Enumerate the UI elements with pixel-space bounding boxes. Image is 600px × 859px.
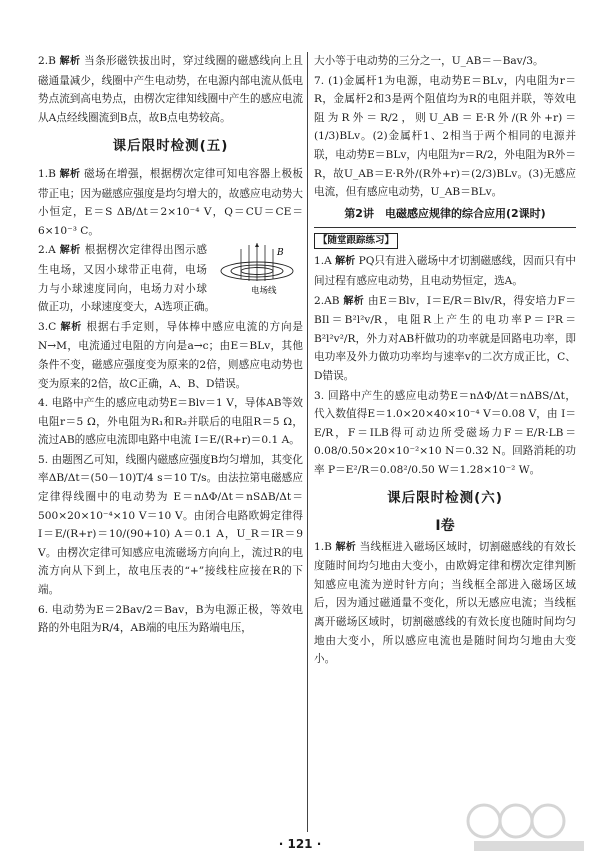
answer-text: 磁场在增强，根据楞次定律可知电容器上极板带正电；因为磁感应强度是均匀增大的，故感应电动势大小恒定，E＝S ΔB/Δt＝2×10⁻⁴ V，Q＝CU＝CE＝6×10⁻³ C。 [38, 167, 304, 237]
answer-number: 4. [38, 397, 49, 410]
answer-text: 电路中产生的感应电动势E＝Blv＝1 V，导体AB等效电阻r＝5 Ω，外电阻为R₁和R₂并联后的电阻R＝5 Ω，流过AB的感应电流即电路中电流 I＝E/(R+r)＝0.1 A。 [38, 397, 303, 447]
analysis-tag: 解析 [59, 245, 81, 257]
figure-label-b: B [277, 248, 284, 259]
analysis-tag: 解析 [60, 321, 83, 333]
answer-1 [38, 165, 303, 240]
answer-text: 回路中产生的感应电动势E＝nΔΦ/Δt＝nΔBS/Δt，代入数值得E＝1.0×20×40×10⁻⁴ V＝0.08 V，由 I＝E/R，F＝ILB得可动边所受磁场力F＝E/R·LB＝0.08/0.50×20×10⁻²×10 N＝0.32 N。回路消耗的功率 P＝E²/R＝0.08²/0.50 W＝1.28×10⁻² W。 [314, 389, 576, 476]
column-divider [307, 52, 308, 832]
practice-answer-2 [314, 292, 576, 386]
answer-number: 1.B [314, 540, 332, 553]
answer-number: 2.B [38, 55, 56, 67]
analysis-tag: 解析 [59, 168, 81, 180]
practice-answer-3 [314, 387, 576, 480]
answer-text: 电动势为E＝2Bav/2＝Bav，B为电源正极，等效电路的外电阻为R/4，AB端的电压为路端电压， [38, 603, 303, 635]
figure-caption: 电场线 [251, 286, 277, 297]
answer-number: 7. [314, 74, 325, 87]
answer-6-continued: 大小等于电动势的三分之一，U_AB＝－Bav/3。 [314, 55, 544, 67]
volume-title: Ⅰ卷 [435, 518, 455, 535]
analysis-tag: 解析 [59, 56, 81, 67]
answer-7 [314, 72, 576, 202]
section-title: 课后限时检测(六) [387, 490, 503, 507]
answer-number: 6. [38, 603, 49, 616]
answer-text: 由E＝Blv，I＝E/R＝Blv/R，得安培力F＝BIl＝B²l²v/R，电阻R上产生的电功率P＝I²R＝B²l²v²/R，外力对AB杆做功的功率就是回路电功率，即电功率及外力做功功率均与速率v的二次方成正比，C、D错误。 [314, 294, 576, 382]
answer-number: 2.AB [314, 294, 340, 307]
answer-number: 5. [38, 453, 49, 466]
analysis-tag: 解析 [335, 256, 356, 268]
field-line-figure [211, 241, 303, 297]
practice-box-label: 【随堂跟踪练习】 [314, 233, 398, 249]
page-number: · 121 · [278, 837, 322, 851]
answer-text: 由题图乙可知，线圈内磁感应强度B均匀增加，其变化率ΔB/Δt＝(50－10)T/4 s＝10 T/s。由法拉第电磁感应定律得线圈中的电动势为 E＝nΔΦ/Δt＝nSΔB/Δt＝500×20×10⁻⁴×10 V＝10 V。由闭合电路欧姆定律得 I＝E/(R+r)＝10/(90+10) A＝0.1 A，U_R＝IR＝9 V。由楞次定律可知感应电流磁场方向向上，流过R的电流方向从下到上，故电压表的“+”接线柱应接在R的下端。 [38, 453, 303, 597]
answer-text: PQ只有进入磁场中才切割磁感线，因而只有中间过程有感应电动势，且电动势恒定，选A。 [314, 255, 577, 287]
answer-number: 3. [314, 389, 325, 402]
lecture-title: 第2讲 电磁感应规律的综合应用(2课时) [344, 206, 546, 220]
answer-text: 当线框进入磁场区域时，切割磁感线的有效长度随时间均匀地由大变小，由欧姆定律和楞次定律判断知感应电流为逆时针方向；当线框全部进入磁场区域后，因为通过磁通量不变化，所以无感应电流；当线框离开磁场区域时，切割磁感线的有效长度也随时间均匀地由大变小，所以感应电流也是随时间均匀地由大变小。 [314, 540, 577, 666]
answer-text: 当条形磁铁拔出时，穿过线圈的磁感线向上且磁通量减少，线圈中产生电动势，在电源内部电流从低电势点流到高电势点，由楞次定律知线圈中产生的感应电流从A点经线圈流到B点，故B点电势较高。 [38, 55, 304, 124]
answer-number: 3.C [38, 320, 57, 333]
left-column [38, 52, 303, 639]
answer-6 [38, 601, 303, 638]
analysis-tag: 解析 [335, 541, 356, 553]
answer-number: 1.B [38, 167, 56, 180]
answer-2 [38, 241, 303, 316]
watermark-logo [464, 799, 594, 855]
analysis-tag: 解析 [343, 295, 365, 307]
answer-text: 根据右手定则，导体棒中感应电流的方向是N→M，电流通过电阻的方向是a→c；由E＝BLv，其他条件不变，磁感应强度变为原来的2倍，则感应电动势也变为原来的2倍，故C正确，A、B、D错误。 [38, 320, 304, 390]
answer-2-continued [38, 52, 303, 127]
section-title: 课后限时检测(五) [112, 138, 229, 155]
answer-5 [38, 451, 303, 600]
right-column [314, 52, 576, 670]
rule [314, 227, 576, 228]
practice-answer-1 [314, 252, 576, 290]
answer-3 [38, 318, 303, 393]
answer-number: 1.A [314, 255, 332, 268]
answer-text: 根据楞次定律得出图示感生电场，又因小球带正电荷，电场力与小球速度同向，电场力对小球做正功，小球速度变大，A选项正确。 [38, 244, 216, 314]
answer-4 [38, 394, 303, 450]
answer-1b [314, 538, 576, 669]
answer-number: 2.A [38, 244, 56, 257]
answer-text: (1)金属杆1为电源，电动势E＝BLv，内电阻为r＝R，金属杆2和3是两个阻值均为R的电阻并联，等效电阻为R外＝R/2，则U_AB＝E·R外/(R外+r)＝(1/3)BLv。(2)金属杆1、2相当于两个相同的电源并联，电动势E＝BLv，内电阻为r＝R/2，外电阻为R外＝R，故U_AB＝E·R外/(R外+r)＝(2/3)BLv。(3)无感应电流，但有感应电动势，U_AB＝BLv。 [314, 74, 576, 199]
